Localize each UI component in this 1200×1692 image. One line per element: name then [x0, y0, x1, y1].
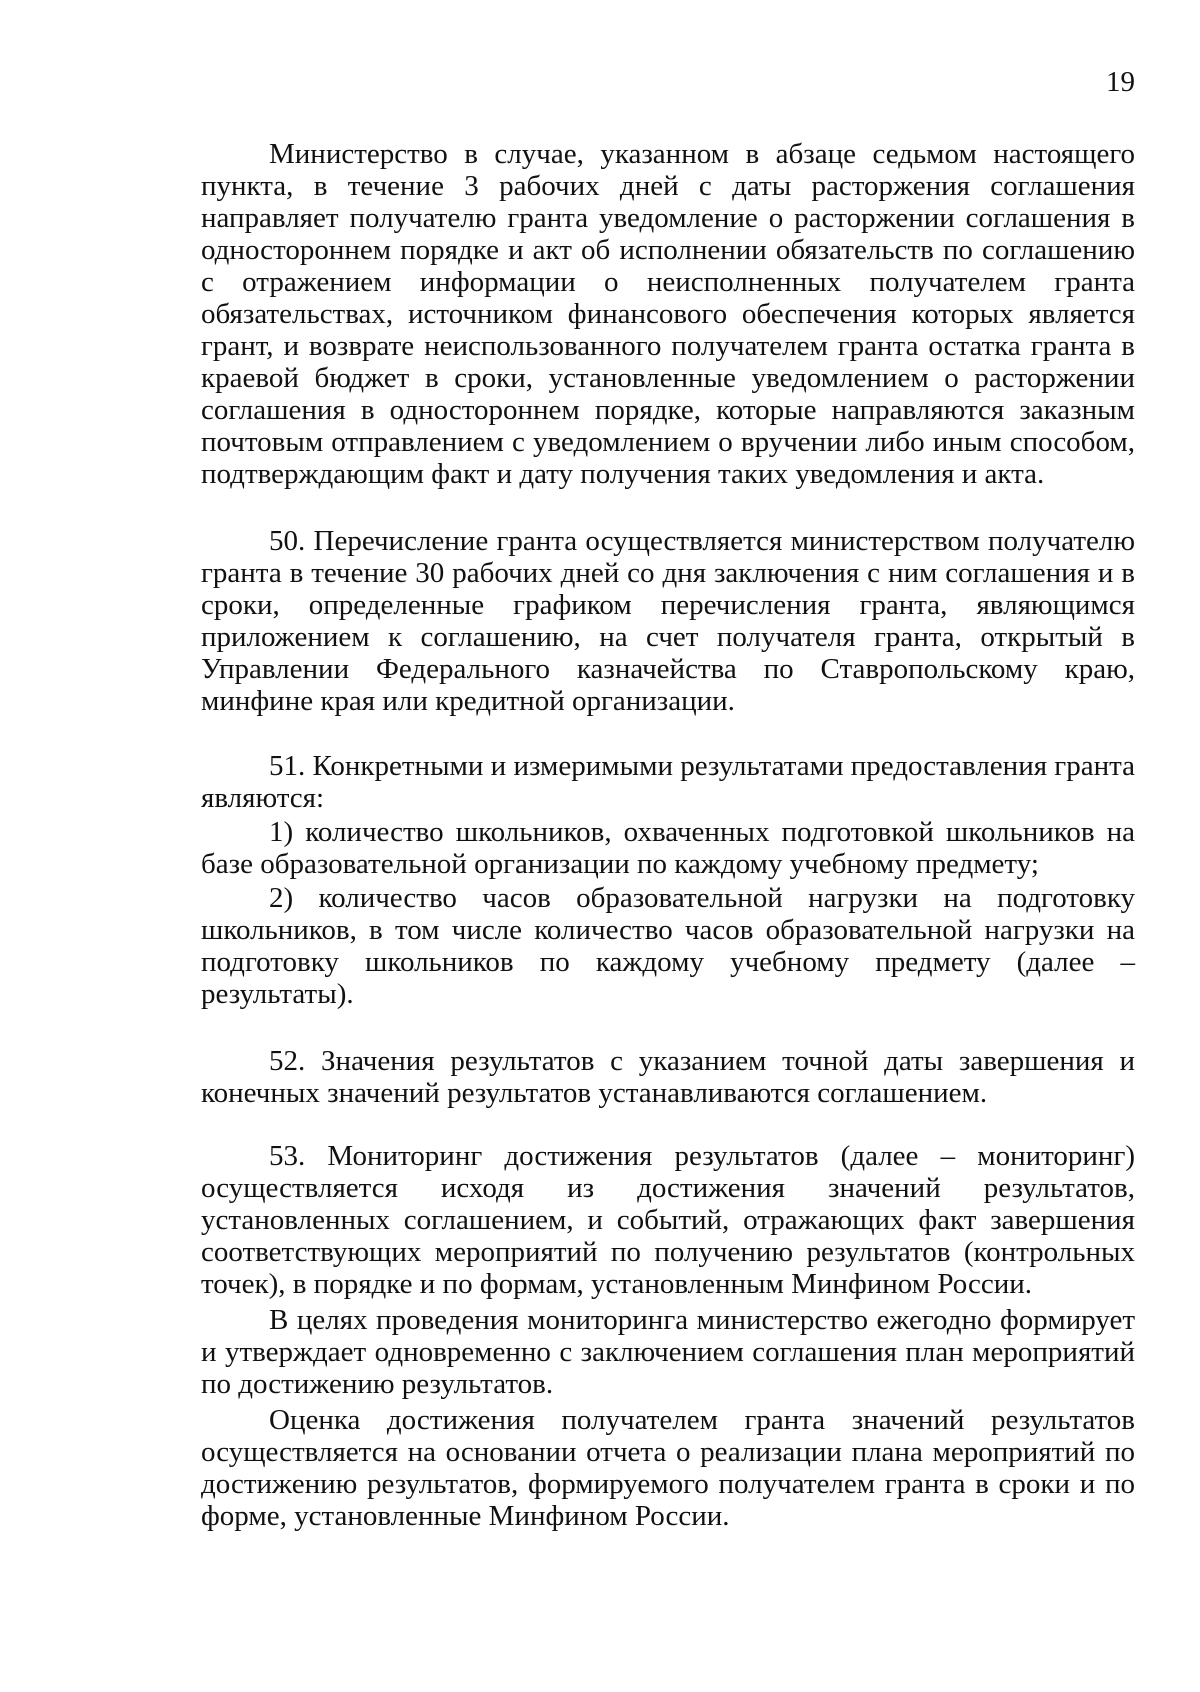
- paragraph-51-item-1: 1) количество школьников, охваченных подготовкой школьников на базе образовательной организации по каждому учебному предмету;: [201, 816, 1135, 880]
- page-number: 19: [1106, 66, 1135, 98]
- paragraph-results-evaluation: Оценка достижения получателем гранта значений результатов осуществляется на основании отчета о реализации плана мероприятий по достижению результатов, формируемого получателем гранта в сроки и по форме, установленные Минфином России.: [201, 1404, 1135, 1532]
- paragraph-ministry-termination: Министерство в случае, указанном в абзаце седьмом настоящего пункта, в течение 3 рабочих дней с даты расторжения соглашения направляет получателю гранта уведомление о расторжении соглашения в одностороннем порядке и акт об исполнении обязательств по соглашению с отражением информации о неисполненных получателем гранта обязательствах, источником финансового обеспечения которых является грант, и возврате неиспользованного получателем гранта остатка гранта в краевой бюджет в сроки, установленные уведомлением о расторжении соглашения в одностороннем порядке, которые направляются заказным почтовым отправлением с уведомлением о вручении либо иным способом, подтверждающим факт и дату получения таких уведомления и акта.: [201, 138, 1135, 490]
- paragraph-51-item-2: 2) количество часов образовательной нагрузки на подготовку школьников, в том числе количество часов образовательной нагрузки на подготовку школьников по каждому учебному предмету (далее – результаты).: [201, 882, 1135, 1010]
- paragraph-53-monitoring: 53. Мониторинг достижения результатов (далее – мониторинг) осуществляется исходя из достижения значений результатов, установленных соглашением, и событий, отражающих факт завершения соответствующих мероприятий по получению результатов (контрольных точек), в порядке и по формам, установленным Минфином России.: [201, 1140, 1135, 1300]
- paragraph-52-result-values: 52. Значения результатов с указанием точной даты завершения и конечных значений результатов устанавливаются соглашением.: [201, 1045, 1135, 1109]
- paragraph-51-results: 51. Конкретными и измеримыми результатами предоставления гранта являются:: [201, 750, 1135, 814]
- paragraph-monitoring-plan: В целях проведения мониторинга министерство ежегодно формирует и утверждает одновременно с заключением соглашения план мероприятий по достижению результатов.: [201, 1304, 1135, 1400]
- document-body: [201, 138, 1135, 1532]
- paragraph-50-grant-transfer: 50. Перечисление гранта осуществляется министерством получателю гранта в течение 30 рабочих дней со дня заключения с ним соглашения и в сроки, определенные графиком перечисления гранта, являющимся приложением к соглашению, на счет получателя гранта, открытый в Управлении Федерального казначейства по Ставропольскому краю, минфине края или кредитной организации.: [201, 525, 1135, 717]
